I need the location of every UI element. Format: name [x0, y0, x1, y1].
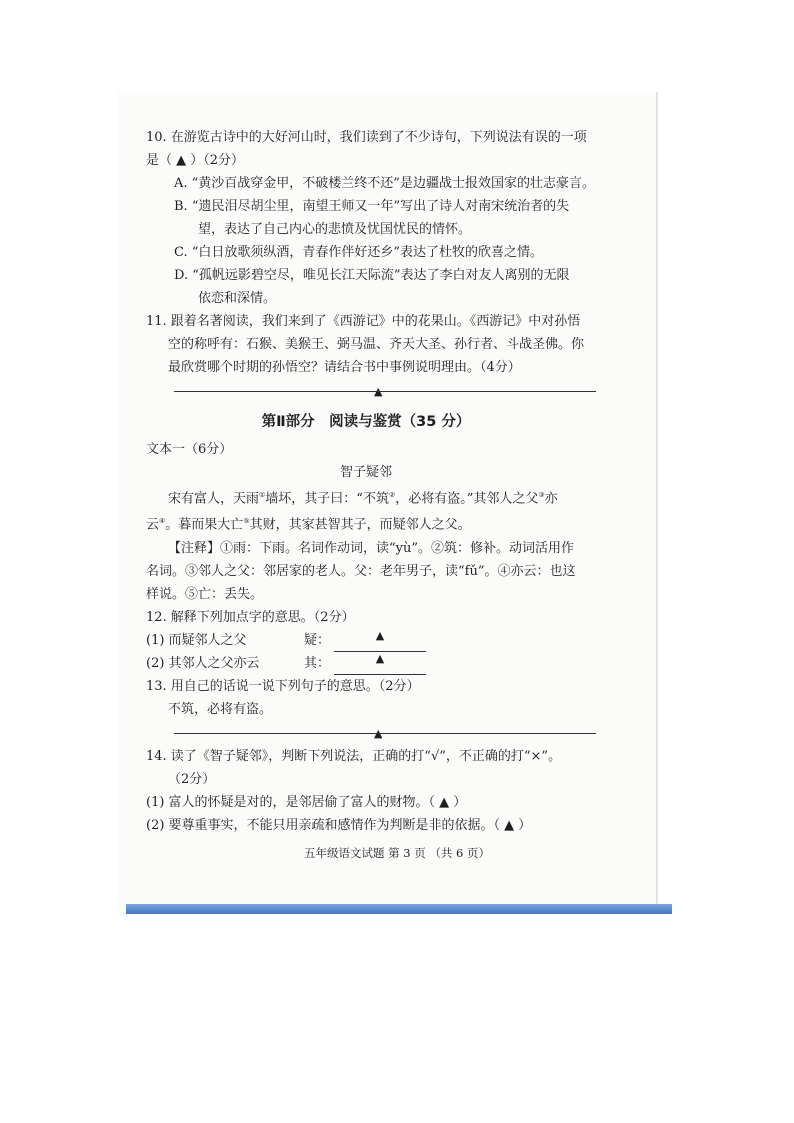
q11-line2: 空的称呼有：石猴、美猴王、弼马温、齐天大圣、孙行者、斗战圣佛。你 [168, 337, 585, 352]
q12-item-text: (2) 其邻人之父亦云 [146, 655, 260, 671]
text1-seg: 。暮而果大亡 [165, 517, 244, 533]
text1-title: 智子疑邻 [339, 465, 392, 480]
q12-stem: 12. 解释下列加点字的意思。（2分） [146, 609, 355, 625]
q10-option-b-line2: 望，表达了自己内心的悲愤及忧国忧民的情怀。 [198, 222, 472, 237]
q10-option-c: C. “白日放歌须纵酒，青春作伴好还乡”表达了杜牧的欣喜之情。 [174, 245, 544, 260]
text1-seg: 墙坏，其子曰：“不筑 [265, 491, 389, 507]
q14-item-2[interactable]: (2) 要尊重事实，不能只用亲疏和感情作为判断是非的依据。（ ▲ ） [146, 817, 532, 833]
text1-seg: 云 [146, 517, 160, 533]
answer-rule [174, 733, 596, 734]
text1-seg: 宋有富人，天雨 [168, 491, 260, 507]
q10-stem-line2: 是（ ▲ ）（2分） [146, 153, 245, 168]
q11-line1: 11. 跟着名著阅读，我们来到了《西游记》中的花果山。《西游记》中对孙悟 [146, 314, 581, 329]
note-ref: ⑤ [243, 517, 250, 526]
q12-answer-blank[interactable]: ▲ [334, 629, 426, 652]
scan-bottom-band [126, 904, 672, 914]
text1-para-line2 [146, 510, 586, 536]
text1-note-line1: 【注释】①雨：下雨。名词作动词，读“yù”。②筑：修补。动词活用作 [168, 540, 575, 556]
text1-note-line2: 名词。③邻人之父：邻居家的老人。父：老年男子，读“fǔ”。④亦云：也这 [146, 563, 576, 579]
q12-item-label: 疑： [304, 632, 331, 648]
question-10 [146, 126, 595, 310]
exam-content [146, 126, 595, 837]
text-1 [146, 438, 586, 606]
q12-item-text: (1) 而疑邻人之父 [146, 632, 247, 648]
q13-stem: 13. 用自己的话说一说下列句子的意思。（2分） [146, 678, 420, 694]
q14-stem-line1: 14. 读了《智子疑邻》，判断下列说法，正确的打“√”，不正确的打“×”。 [146, 748, 562, 764]
q12-item-2 [146, 652, 586, 675]
q14-item-1[interactable]: (1) 富人的怀疑是对的，是邻居偷了富人的财物。（ ▲ ） [146, 794, 467, 810]
page-footer: 五年级语文试题 第 3 页 （共 6 页） [303, 846, 491, 860]
answer-rule [174, 391, 596, 392]
answer-marker-icon: ▲ [374, 385, 383, 398]
q11-line3: 最欣赏哪个时期的孙悟空？请结合书中事例说明理由。（4分） [168, 360, 521, 375]
text1-seg: ，必将有盗。”其邻人之父 [395, 491, 539, 507]
page-edge [656, 92, 658, 914]
note-ref: ④ [159, 517, 166, 526]
q14-stem-line2: （2分） [168, 771, 216, 787]
text1-seg: 其财，其家甚智其子，而疑邻人之父。 [249, 517, 471, 533]
question-12 [146, 606, 586, 675]
section-2-title: 第Ⅱ部分 阅读与鉴赏（35 分） [261, 414, 471, 430]
q11-answer-line[interactable] [146, 381, 586, 397]
q10-option-d-line2: 依恋和深情。 [198, 291, 277, 306]
q13-answer-line[interactable] [146, 723, 586, 739]
note-ref: ③ [538, 491, 545, 499]
q10-option-d-line1: D. “孤帆远影碧空尽，唯见长江天际流”表达了李白对友人离别的无限 [174, 268, 570, 283]
q10-stem-line1: 10. 在游览古诗中的大好河山时，我们读到了不少诗句，下列说法有误的一项 [146, 130, 587, 145]
q12-item-1 [146, 629, 586, 652]
answer-marker-icon: ▲ [374, 726, 383, 740]
text1-label: 文本一（6分） [146, 442, 233, 457]
question-13 [146, 675, 586, 739]
q13-sentence: 不筑，必将有盗。 [168, 701, 273, 717]
note-ref: ② [388, 491, 396, 499]
text1-para-line1 [146, 484, 586, 510]
q10-option-b-line1: B. “遗民泪尽胡尘里，南望王师又一年”写出了诗人对南宋统治者的失 [174, 199, 570, 214]
question-11 [146, 310, 586, 397]
question-14 [146, 745, 586, 837]
q12-answer-blank[interactable]: ▲ [334, 652, 426, 675]
q10-option-a: A. “黄沙百战穿金甲，不破楼兰终不还”是边疆战士报效国家的壮志豪言。 [174, 176, 595, 191]
note-ref: ① [259, 491, 266, 499]
text1-seg: 亦 [544, 491, 558, 507]
q12-item-label: 其： [304, 655, 331, 671]
text1-note-line3: 样说。⑤亡：丢失。 [146, 586, 264, 602]
